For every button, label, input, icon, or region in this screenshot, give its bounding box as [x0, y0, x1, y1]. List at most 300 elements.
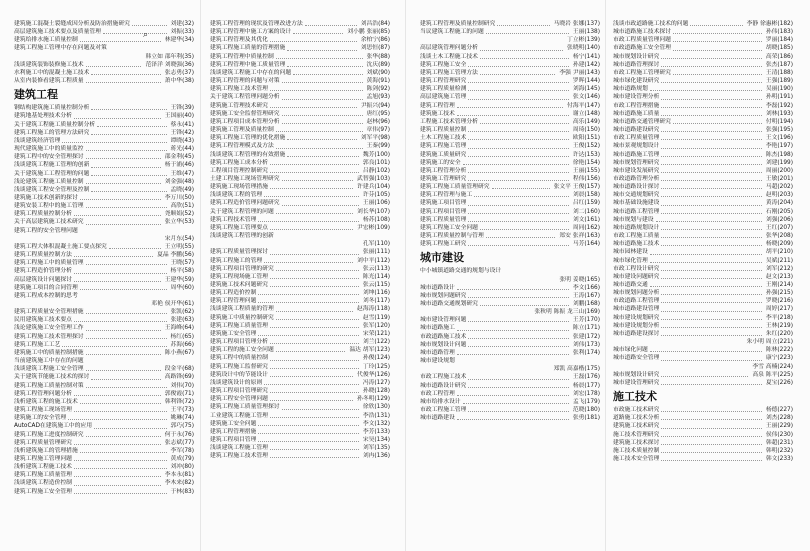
entry-title: 城市规划管理研究 [613, 159, 660, 166]
toc-entry[interactable] [210, 412, 390, 420]
toc-entry[interactable] [613, 406, 793, 414]
toc-entry[interactable] [210, 44, 390, 52]
entry-author-page: 张建(63) [170, 317, 194, 324]
entry-author-page: 刘冉(136) [362, 453, 390, 460]
toc-entry[interactable] [420, 308, 600, 316]
toc-entry[interactable] [14, 20, 194, 28]
toc-entry[interactable] [14, 137, 194, 145]
toc-entry[interactable] [210, 167, 390, 175]
toc-entry[interactable] [420, 365, 600, 373]
dot-leader [282, 175, 353, 181]
toc-entry[interactable] [420, 300, 600, 308]
toc-entry[interactable] [420, 398, 600, 406]
toc-entry[interactable] [613, 36, 793, 44]
toc-entry[interactable] [14, 36, 194, 44]
toc-entry[interactable] [613, 447, 793, 455]
toc-entry[interactable] [14, 431, 194, 439]
toc-entry[interactable] [210, 314, 390, 322]
toc-entry[interactable] [420, 324, 600, 332]
toc-entry[interactable] [14, 259, 194, 267]
toc-entry[interactable] [14, 218, 194, 226]
toc-entry[interactable] [420, 382, 600, 390]
toc-entry[interactable] [210, 102, 390, 110]
toc-entry[interactable] [14, 479, 194, 487]
toc-entry[interactable] [613, 265, 793, 273]
toc-entry[interactable] [613, 93, 793, 101]
entry-title: 建筑工程施工质量管理 [210, 322, 268, 329]
toc-entry[interactable] [14, 292, 194, 300]
entry-title: 建筑施工技术创新的探讨 [14, 194, 78, 201]
entry-title: 施工技术质量控制 [613, 447, 660, 454]
entry-author-page: 王建华(59) [164, 276, 194, 283]
toc-entry[interactable] [613, 289, 793, 297]
toc-entry[interactable] [14, 463, 194, 471]
toc-entry[interactable] [210, 281, 390, 289]
toc-entry[interactable] [420, 20, 600, 28]
toc-entry[interactable] [14, 341, 194, 349]
dot-leader [270, 354, 359, 360]
dot-leader [270, 281, 359, 287]
toc-entry[interactable] [613, 439, 793, 447]
entry-title: 建筑施工管理研究 [420, 175, 467, 182]
dot-leader [276, 314, 359, 320]
toc-entry[interactable] [613, 110, 793, 118]
toc-entry[interactable] [210, 118, 390, 126]
toc-entry[interactable] [210, 387, 390, 395]
entry-author-page: 刘军(212) [765, 265, 793, 272]
toc-entry[interactable] [613, 142, 793, 150]
entry-title: 建筑工程施工管理要点 [210, 224, 268, 231]
toc-entry[interactable] [420, 333, 600, 341]
toc-entry[interactable] [14, 324, 194, 332]
toc-entry[interactable] [613, 455, 793, 463]
toc-entry[interactable] [613, 102, 793, 110]
toc-entry[interactable] [14, 455, 194, 463]
toc-entry[interactable] [210, 134, 390, 142]
toc-entry[interactable] [420, 199, 600, 207]
toc-entry[interactable] [613, 28, 793, 36]
toc-entry[interactable] [210, 289, 390, 297]
toc-entry[interactable] [210, 110, 390, 118]
entry-author-page: 刘海(145) [572, 86, 600, 93]
toc-entry[interactable] [613, 53, 793, 61]
toc-entry[interactable] [420, 28, 600, 36]
toc-entry[interactable] [613, 257, 793, 265]
toc-entry[interactable] [210, 305, 390, 313]
toc-entry[interactable] [613, 77, 793, 85]
toc-entry[interactable] [613, 273, 793, 281]
toc-entry[interactable] [210, 208, 390, 216]
toc-entry[interactable] [14, 69, 194, 77]
toc-entry[interactable] [210, 85, 390, 93]
dot-leader [282, 93, 363, 99]
entry-author-page: 姚琳(74) [170, 415, 194, 422]
toc-entry[interactable] [613, 232, 793, 240]
toc-entry[interactable] [420, 357, 600, 365]
entry-author-page: 萧中华(38) [164, 78, 194, 85]
toc-entry[interactable] [210, 159, 390, 167]
toc-entry[interactable] [420, 224, 600, 232]
toc-entry[interactable] [613, 175, 793, 183]
entry-title: 市政工程施工管理研究 [613, 69, 671, 76]
toc-entry[interactable] [613, 248, 793, 256]
entry-title: 建筑工程质量安全管理措施 [14, 309, 84, 316]
entry-title: 工业建筑工程施工管理 [210, 412, 268, 419]
toc-entry[interactable] [420, 93, 600, 101]
toc-entry[interactable] [613, 305, 793, 313]
toc-entry[interactable] [14, 471, 194, 479]
toc-entry[interactable] [420, 292, 600, 300]
toc-entry[interactable] [613, 322, 793, 330]
entry-author-page: 许建兵(104) [357, 184, 390, 191]
toc-entry[interactable] [613, 379, 793, 387]
toc-entry[interactable] [14, 178, 194, 186]
toc-entry[interactable] [613, 371, 793, 379]
toc-entry[interactable] [613, 191, 793, 199]
toc-entry[interactable] [420, 69, 600, 77]
toc-entry[interactable] [14, 121, 194, 129]
toc-entry[interactable] [613, 422, 793, 430]
toc-entry[interactable] [210, 20, 390, 28]
dot-leader [276, 346, 346, 352]
toc-entry[interactable] [613, 338, 793, 346]
toc-entry[interactable] [613, 208, 793, 216]
entry-title: 建筑施工技术 [420, 110, 455, 117]
toc-entry[interactable] [420, 341, 600, 349]
spacer [274, 232, 388, 240]
toc-entry[interactable] [420, 232, 600, 240]
toc-entry[interactable] [14, 276, 194, 284]
toc-entry[interactable] [14, 104, 194, 112]
entry-author-page: 孟旭(93) [366, 94, 390, 101]
toc-entry[interactable] [613, 346, 793, 354]
toc-entry[interactable] [210, 403, 390, 411]
toc-entry[interactable] [14, 235, 194, 243]
entry-author-page: 朱小明 周立(221) [746, 339, 793, 346]
toc-entry[interactable] [420, 175, 600, 183]
dot-leader [468, 142, 568, 148]
toc-entry[interactable] [613, 354, 793, 362]
entry-author-page: 张立华(53) [164, 219, 194, 226]
toc-entry[interactable] [420, 349, 600, 357]
toc-entry[interactable] [210, 183, 390, 191]
dot-leader [74, 276, 161, 282]
toc-entry[interactable] [420, 267, 600, 275]
toc-entry[interactable] [613, 69, 793, 77]
dot-leader [276, 305, 353, 311]
dot-leader [661, 167, 761, 173]
toc-entry[interactable] [210, 363, 390, 371]
dot-leader [91, 129, 166, 135]
toc-entry[interactable] [14, 398, 194, 406]
toc-entry[interactable] [613, 85, 793, 93]
entry-author-page: 杨苏(108) [362, 216, 390, 223]
entry-author-page: 马芳(164) [572, 241, 600, 248]
toc-entry[interactable] [14, 161, 194, 169]
toc-entry[interactable] [420, 77, 600, 85]
toc-entry[interactable] [613, 134, 793, 142]
toc-entry[interactable] [14, 333, 194, 341]
toc-entry[interactable] [420, 373, 600, 381]
entry-title: 民用建筑施工技术要点 [14, 317, 72, 324]
toc-entry[interactable] [14, 210, 194, 218]
toc-entry[interactable] [210, 36, 390, 44]
toc-entry[interactable] [420, 151, 600, 159]
toc-entry[interactable] [420, 316, 600, 324]
toc-entry[interactable] [420, 240, 600, 248]
toc-entry[interactable] [420, 414, 600, 422]
entry-author-page: 李木来(82) [164, 480, 194, 487]
toc-entry[interactable] [613, 240, 793, 248]
toc-entry[interactable] [14, 53, 194, 61]
toc-entry[interactable] [420, 44, 600, 52]
dot-leader [91, 104, 166, 110]
entry-author-page: 朱红(220) [765, 330, 793, 337]
entry-author-page: 孙俊(124) [362, 355, 390, 362]
dot-leader [661, 53, 761, 59]
toc-entry[interactable] [14, 439, 194, 447]
toc-entry[interactable] [420, 85, 600, 93]
entry-author-page: 刘林(193) [765, 110, 793, 117]
toc-entry[interactable] [420, 142, 600, 150]
toc-entry[interactable] [613, 199, 793, 207]
toc-entry[interactable] [14, 316, 194, 324]
toc-entry[interactable] [210, 151, 390, 159]
toc-entry[interactable] [420, 134, 600, 142]
toc-entry[interactable] [613, 61, 793, 69]
toc-entry[interactable] [14, 414, 194, 422]
toc-entry[interactable] [14, 170, 194, 178]
entry-title: 施工技术安全管理 [613, 455, 660, 462]
toc-entry[interactable] [14, 382, 194, 390]
toc-entry[interactable] [420, 216, 600, 224]
entry-title: 建筑工程项目管理的研究 [210, 265, 274, 272]
toc-entry[interactable] [210, 436, 390, 444]
dot-leader [468, 151, 568, 157]
toc-entry[interactable] [210, 322, 390, 330]
toc-entry[interactable] [210, 216, 390, 224]
toc-entry[interactable] [14, 77, 194, 85]
entry-title: 城市道路管理探讨 [613, 61, 660, 68]
entry-title: 浅谈建筑工程施工中存在的问题 [210, 69, 292, 76]
toc-entry[interactable] [613, 224, 793, 232]
entry-author-page: 郑凯 高嘉楷(175) [553, 366, 600, 373]
toc-entry[interactable] [210, 61, 390, 69]
toc-entry[interactable] [14, 61, 194, 69]
toc-entry[interactable] [210, 224, 390, 232]
dot-leader [264, 191, 359, 197]
toc-entry[interactable] [420, 110, 600, 118]
toc-entry[interactable] [613, 126, 793, 134]
entry-title: 建筑工程管理中质量控制 [210, 53, 274, 60]
toc-entry[interactable] [14, 488, 194, 496]
toc-entry[interactable] [14, 251, 194, 259]
entry-author-page [192, 292, 194, 300]
dot-leader [287, 134, 356, 140]
toc-entry[interactable] [613, 414, 793, 422]
toc-entry[interactable] [14, 406, 194, 414]
toc-entry[interactable] [420, 406, 600, 414]
toc-entry[interactable] [210, 379, 390, 387]
toc-entry[interactable] [14, 267, 194, 275]
dot-leader [270, 273, 359, 279]
toc-entry[interactable] [210, 126, 390, 134]
dot-leader [264, 379, 359, 385]
entry-title: 建筑工程管理问题 [210, 298, 257, 305]
toc-entry[interactable] [420, 53, 600, 61]
toc-entry[interactable] [210, 354, 390, 362]
entry-author-page: 石刚(205) [765, 208, 793, 215]
toc-entry[interactable] [14, 308, 194, 316]
dot-leader [661, 273, 761, 279]
toc-entry[interactable] [613, 216, 793, 224]
dot-leader [457, 390, 569, 396]
toc-entry[interactable] [420, 167, 600, 175]
entry-title: 城市道路建设 [420, 415, 455, 422]
toc-entry[interactable] [613, 314, 793, 322]
dot-leader [74, 463, 167, 469]
toc-entry[interactable] [14, 194, 194, 202]
dot-leader [661, 77, 761, 83]
toc-entry[interactable] [14, 447, 194, 455]
toc-entry[interactable] [210, 265, 390, 273]
toc-entry[interactable] [210, 428, 390, 436]
entry-title: 建筑工程质量控制方法 [14, 252, 72, 259]
entry-author-page: 孔军(110) [362, 241, 390, 248]
toc-entry[interactable] [210, 371, 390, 379]
toc-entry[interactable] [613, 44, 793, 52]
toc-entry[interactable] [14, 390, 194, 398]
toc-entry[interactable] [420, 102, 600, 110]
toc-entry[interactable] [14, 243, 194, 251]
toc-entry[interactable] [14, 112, 194, 120]
toc-entry[interactable] [14, 227, 194, 235]
entry-title: 建筑工程质量控制 [420, 127, 467, 134]
entry-title: 建筑工程管理模式及方法 [210, 143, 274, 150]
dot-leader [80, 398, 161, 404]
toc-entry[interactable] [210, 297, 390, 305]
toc-entry[interactable] [14, 365, 194, 373]
toc-entry[interactable] [210, 53, 390, 61]
toc-entry[interactable] [14, 145, 194, 153]
entry-author-page: 张秋明 陈振 龙三山(169) [534, 309, 600, 316]
entry-author-page: 张文平 王俊(157) [553, 184, 600, 191]
entry-author-page: 王芳(170) [572, 317, 600, 324]
toc-entry[interactable] [210, 69, 390, 77]
dot-leader [468, 208, 568, 214]
toc-entry[interactable] [613, 183, 793, 191]
toc-entry[interactable] [14, 284, 194, 292]
dot-leader [661, 224, 761, 230]
toc-entry[interactable] [613, 118, 793, 126]
toc-entry[interactable] [420, 208, 600, 216]
toc-entry[interactable] [14, 28, 194, 36]
toc-entry[interactable] [210, 273, 390, 281]
toc-entry[interactable] [613, 159, 793, 167]
dot-leader [293, 28, 343, 34]
toc-entry[interactable] [210, 240, 390, 248]
toc-entry[interactable] [210, 175, 390, 183]
toc-entry[interactable] [210, 338, 390, 346]
toc-entry[interactable] [210, 232, 390, 240]
dot-leader [661, 447, 761, 453]
toc-entry[interactable] [14, 202, 194, 210]
toc-entry[interactable] [14, 44, 194, 52]
toc-entry[interactable] [210, 444, 390, 452]
dot-leader [287, 61, 362, 67]
entry-title: 城市道路设计 [420, 284, 455, 291]
toc-entry[interactable] [613, 167, 793, 175]
dot-leader [74, 439, 161, 445]
toc-entry[interactable] [613, 281, 793, 289]
dot-leader [270, 338, 359, 344]
toc-entry[interactable] [210, 420, 390, 428]
toc-entry[interactable] [613, 363, 793, 371]
toc-entry[interactable] [14, 357, 194, 365]
entry-title: 建筑施工现场管理措施 [210, 184, 268, 191]
toc-entry[interactable] [613, 20, 793, 28]
entry-author-page: 夏晶 李鹏(56) [157, 252, 194, 259]
entry-title: 建筑工程施工成本分析 [210, 159, 268, 166]
toc-entry[interactable] [14, 186, 194, 194]
entry-author-page: 章伟(97) [366, 127, 390, 134]
toc-entry[interactable] [210, 191, 390, 199]
dot-leader [74, 455, 167, 461]
toc-entry[interactable] [14, 129, 194, 137]
toc-entry[interactable] [210, 395, 390, 403]
toc-entry[interactable] [14, 422, 194, 430]
entry-title: 浅谈建筑经济管理 [14, 137, 61, 144]
toc-entry[interactable] [210, 28, 390, 36]
toc-entry[interactable] [420, 390, 600, 398]
toc-entry[interactable] [420, 118, 600, 126]
entry-author-page: 李平(218) [765, 314, 793, 321]
entry-author-page: 周丽(200) [765, 167, 793, 174]
entry-title: 城市规划设计问题 [420, 341, 467, 348]
toc-entry[interactable] [210, 77, 390, 85]
toc-entry[interactable] [613, 297, 793, 305]
toc-entry[interactable] [210, 93, 390, 101]
entry-title: 建筑工程施工质量管理 [14, 472, 72, 479]
toc-entry[interactable] [210, 142, 390, 150]
toc-entry[interactable] [420, 191, 600, 199]
toc-entry[interactable] [420, 284, 600, 292]
toc-entry[interactable] [420, 159, 600, 167]
entry-title: 建筑工程施工管理 [420, 143, 467, 150]
toc-entry[interactable] [210, 257, 390, 265]
toc-entry[interactable] [420, 183, 600, 191]
toc-entry[interactable] [14, 300, 194, 308]
toc-entry[interactable] [210, 248, 390, 256]
toc-entry[interactable] [613, 151, 793, 159]
toc-entry[interactable] [14, 373, 194, 381]
entry-author-page: 许达(153) [572, 151, 600, 158]
entry-author-page: 李文(166) [572, 284, 600, 291]
toc-entry[interactable] [613, 431, 793, 439]
toc-entry[interactable] [210, 199, 390, 207]
toc-entry[interactable] [420, 126, 600, 134]
toc-entry[interactable] [210, 330, 390, 338]
toc-entry[interactable] [14, 153, 194, 161]
dot-leader [468, 373, 568, 379]
toc-entry[interactable] [613, 330, 793, 338]
toc-entry[interactable] [420, 61, 600, 69]
toc-entry[interactable] [210, 452, 390, 460]
toc-entry[interactable] [14, 349, 194, 357]
toc-entry[interactable] [420, 36, 600, 44]
toc-entry[interactable] [420, 276, 600, 284]
toc-entry[interactable] [210, 346, 390, 354]
